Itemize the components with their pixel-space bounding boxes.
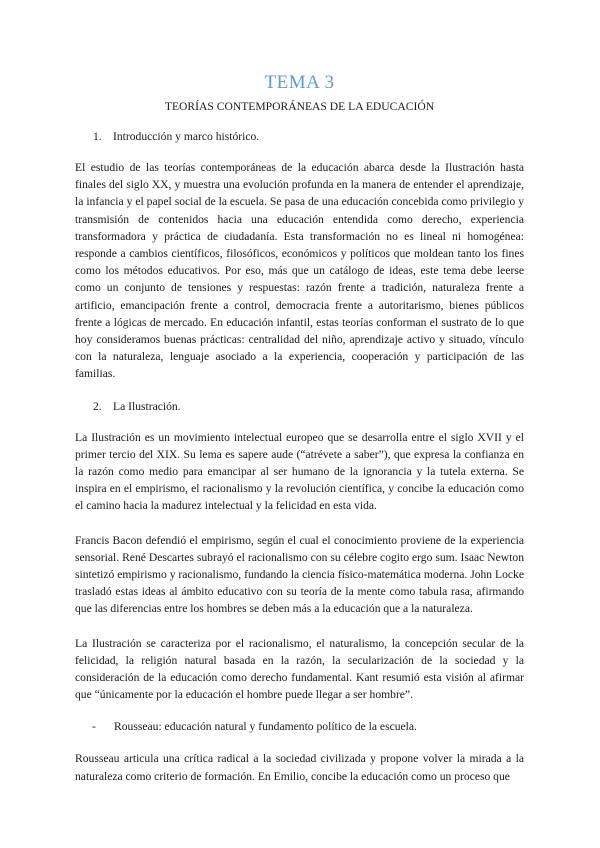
paragraph: Rousseau articula una crítica radical a la sociedad civilizada y propone volver la mirada a la naturaleza como criterio de formación. En Emilio, concibe la educación como un proceso que (75, 752, 524, 783)
section-number: 1. (93, 130, 102, 143)
section-number: 2. (93, 399, 102, 413)
paragraph: El estudio de las teorías contemporáneas de la educación abarca desde la Ilustración hasta finales del siglo XX, y muestra una evolución profunda en la manera de entender el aprendizaje, la infancia y el papel social de la escuela. Se pasa de una educación concebida como privilegio y transmisión de contenidos hacia una educación entendida como derecho, experiencia transformadora y práctica de ciudadanía. Esta transformación no es lineal ni homogénea: responde a cambios científicos, filosóficos, económicos y políticos que moldean tanto los fines como los métodos educativos. Por eso, más que un catálogo de ideas, este tema debe leerse como un conjunto de tensiones y respuestas: razón frente a tradición, naturaleza frente a artificio, emancipación frente a control, democracia frente a autoritarismo, bienes públicos frente a lógicas de mercado. En educación infantil, estas teorías conforman el sustrato de lo que hoy consideramos buenas prácticas: centralidad del niño, aprendizaje activo y situado, vínculo con la naturaleza, lenguaje asociado a la experiencia, cooperación y participación de las familias. (75, 161, 524, 381)
paragraph: Francis Bacon defendió el empirismo, según el cual el conocimiento proviene de la experiencia sensorial. René Descartes subrayó el racionalismo con su célebre cogito ergo sum. Isaac Newton sintetizó empirismo y racionalismo, fundando la ciencia físico-matemática moderna. John Locke trasladó estas ideas al ámbito educativo con su teoría de la mente como tabula rasa, afirmando que las diferencias entre los hombres se deben más a la educación que a la naturaleza. (75, 533, 524, 616)
paragraph: La Ilustración es un movimiento intelectual europeo que se desarrolla entre el siglo XVII y el primer tercio del XIX. Su lema es sapere aude (“atrévete a saber”), que expresa la confianza en la razón como medio para emancipar al ser humano de la ignorancia y la tutela externa. Se inspira en el empirismo, el racionalismo y la revolución científica, y concibe la educación como el camino hacia la madurez intelectual y la felicidad en esta vida. (75, 430, 524, 513)
section-title: La Ilustración. (113, 399, 181, 413)
subsection-heading (75, 720, 524, 733)
document-subtitle: TEORÍAS CONTEMPORÁNEAS DE LA EDUCACIÓN (164, 100, 435, 113)
bullet-marker: - (92, 720, 96, 734)
section-heading-1 (75, 130, 524, 143)
section-title: Introducción y marco histórico. (113, 130, 260, 143)
paragraph: La Ilustración se caracteriza por el racionalismo, el naturalismo, la concepción secular de la felicidad, la religión natural basada en la razón, la secularización de la sociedad y la consideración de la educación como derecho fundamental. Kant resumió esta visión al afirmar que “únicamente por la educación el hombre puede llegar a ser hombre”. (75, 636, 524, 702)
section-heading-2 (75, 400, 524, 413)
subsection-title: Rousseau: educación natural y fundamento político de la escuela. (114, 720, 417, 734)
document-title: TEMA 3 (264, 72, 335, 93)
